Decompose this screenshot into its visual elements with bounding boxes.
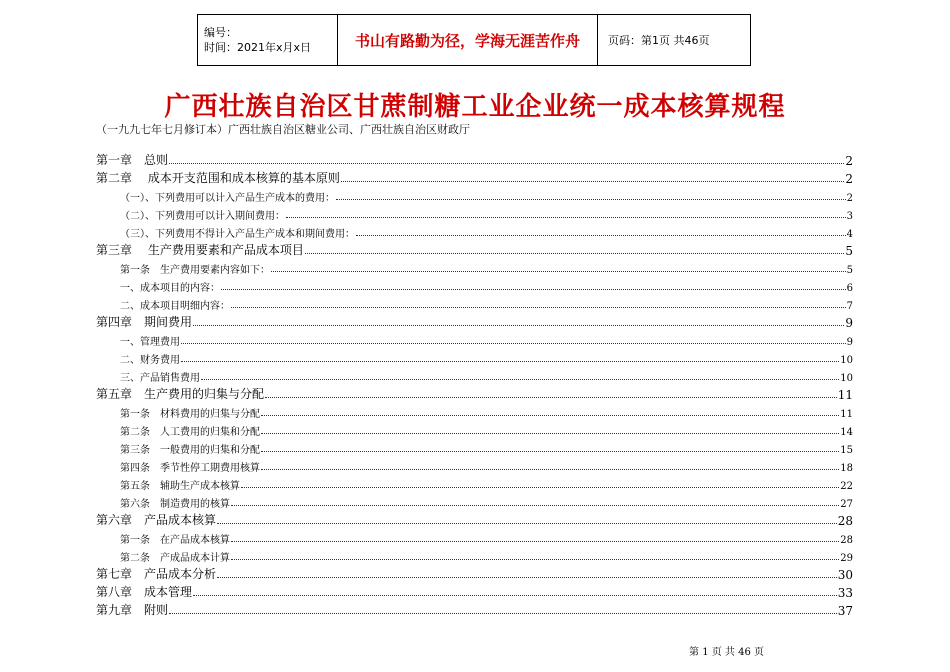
toc-entry-page: 30 [837,568,853,582]
toc-leader-dots [201,366,839,384]
toc-entry-label: 三、产品销售费用 [120,373,200,384]
toc-section-row[interactable] [96,420,853,438]
toc-chapter-row[interactable] [96,312,853,330]
toc-entry-label: 第八章 成本管理 [96,585,193,599]
toc-chapter-row[interactable] [96,240,853,258]
toc-entry-page: 3 [846,211,853,222]
toc-entry-page: 9 [846,337,853,348]
toc-entry-page: 5 [845,244,853,258]
toc-section-row[interactable] [96,204,853,222]
toc-leader-dots [193,582,837,600]
toc-leader-dots [241,474,839,492]
toc-leader-dots [217,564,837,582]
toc-entry-page: 2 [845,172,853,186]
toc-leader-dots [356,222,846,240]
page-info: 页码：第1页 共46页 [608,34,710,47]
document-subtitle: （一九九七年七月修订本）广西壮族自治区糖业公司、广西壮族自治区财政厅 [96,123,470,136]
toc-entry-page: 22 [840,481,853,492]
toc-entry-page: 18 [840,463,853,474]
toc-section-row[interactable] [96,402,853,420]
toc-section-row[interactable] [96,276,853,294]
toc-entry-page: 27 [840,499,853,510]
toc-section-row[interactable] [96,474,853,492]
toc-entry-label: 第二章 成本开支范围和成本核算的基本原则 [96,171,340,185]
page-footer: 第 1 页 共 46 页 [689,647,764,658]
toc-leader-dots [261,456,839,474]
toc-leader-dots [261,402,839,420]
toc-entry-page: 11 [840,409,853,420]
toc-entry-label: 第七章 产品成本分析 [96,567,217,581]
toc-leader-dots [265,384,837,402]
toc-entry-label: 第一条 生产费用要素内容如下： [120,265,270,276]
toc-chapter-row[interactable] [96,168,853,186]
toc-entry-label: 第四章 期间费用 [96,315,193,329]
toc-section-row[interactable] [96,528,853,546]
toc-entry-page: 28 [837,514,853,528]
toc-entry-page: 37 [837,604,853,618]
toc-entry-page: 15 [840,445,853,456]
toc-leader-dots [261,420,839,438]
toc-entry-page: 29 [840,553,853,564]
toc-leader-dots [261,438,839,456]
toc-leader-dots [231,492,839,510]
toc-entry-page: 11 [837,388,853,402]
toc-chapter-row[interactable] [96,510,853,528]
toc-section-row[interactable] [96,330,853,348]
toc-entry-label: 一、成本项目的内容： [120,283,220,294]
toc-leader-dots [169,150,844,168]
toc-section-row[interactable] [96,438,853,456]
toc-chapter-row[interactable] [96,600,853,618]
toc-chapter-row[interactable] [96,582,853,600]
toc-chapter-row[interactable] [96,564,853,582]
toc-entry-label: 第二条 产成品成本计算 [120,553,230,564]
toc-entry-label: 第九章 附则 [96,603,169,617]
toc-entry-page: 9 [845,316,853,330]
time-label: 时间：2021年x月x日 [204,41,312,54]
motto: 书山有路勤为径，学海无涯苦作舟 [354,31,580,50]
document-title: 广西壮族自治区甘蔗制糖工业企业统一成本核算规程 [164,92,786,122]
toc-entry-page: 14 [840,427,853,438]
toc-leader-dots [221,276,846,294]
toc-leader-dots [231,546,839,564]
toc-entry-page: 10 [840,355,853,366]
toc-entry-label: 第五条 辅助生产成本核算 [120,481,240,492]
toc-section-row[interactable] [96,348,853,366]
toc-leader-dots [217,510,837,528]
toc-entry-page: 10 [840,373,853,384]
table-of-contents [96,150,853,618]
toc-entry-label: 第二条 人工费用的归集和分配 [120,427,260,438]
toc-section-row[interactable] [96,492,853,510]
toc-chapter-row[interactable] [96,384,853,402]
toc-leader-dots [341,168,845,186]
toc-entry-label: 二、成本项目明细内容： [120,301,230,312]
document-header [197,14,751,66]
toc-entry-page: 5 [846,265,853,276]
toc-entry-label: （二）、下列费用可以计入期间费用： [120,211,285,222]
toc-section-row[interactable] [96,186,853,204]
toc-entry-page: 4 [846,229,853,240]
header-page-cell [598,15,750,65]
toc-leader-dots [193,312,844,330]
toc-leader-dots [231,528,839,546]
toc-section-row[interactable] [96,546,853,564]
toc-entry-page: 2 [846,193,853,204]
toc-entry-label: 第六条 制造费用的核算 [120,499,230,510]
toc-entry-label: 第一条 在产品成本核算 [120,535,230,546]
toc-entry-label: 第一条 材料费用的归集与分配 [120,409,260,420]
toc-entry-page: 33 [837,586,853,600]
toc-entry-label: 二、财务费用 [120,355,180,366]
toc-entry-label: 第五章 生产费用的归集与分配 [96,387,265,401]
toc-entry-label: （三）、下列费用不得计入产品生产成本和期间费用： [120,229,355,240]
toc-section-row[interactable] [96,456,853,474]
toc-entry-label: 第六章 产品成本核算 [96,513,217,527]
toc-entry-label: 一、管理费用 [120,337,180,348]
toc-leader-dots [286,204,846,222]
toc-leader-dots [231,294,846,312]
number-label: 编号： [204,26,237,39]
toc-entry-page: 28 [840,535,853,546]
header-meta-cell [198,15,338,65]
toc-entry-label: 第四条 季节性停工期费用核算 [120,463,260,474]
header-motto-cell [338,15,598,65]
toc-section-row[interactable] [96,294,853,312]
toc-entry-label: 第三章 生产费用要素和产品成本项目 [96,243,304,257]
toc-section-row[interactable] [96,258,853,276]
toc-entry-page: 2 [845,154,853,168]
toc-leader-dots [181,330,846,348]
toc-entry-page: 7 [846,301,853,312]
toc-leader-dots [181,348,839,366]
toc-entry-label: （一）、下列费用可以计入产品生产成本的费用： [120,193,335,204]
toc-leader-dots [169,600,837,618]
toc-section-row[interactable] [96,222,853,240]
toc-section-row[interactable] [96,366,853,384]
toc-leader-dots [336,186,846,204]
toc-chapter-row[interactable] [96,150,853,168]
toc-leader-dots [271,258,846,276]
toc-entry-label: 第一章 总则 [96,153,169,167]
toc-leader-dots [305,240,845,258]
toc-entry-label: 第三条 一般费用的归集和分配 [120,445,260,456]
toc-entry-page: 6 [846,283,853,294]
